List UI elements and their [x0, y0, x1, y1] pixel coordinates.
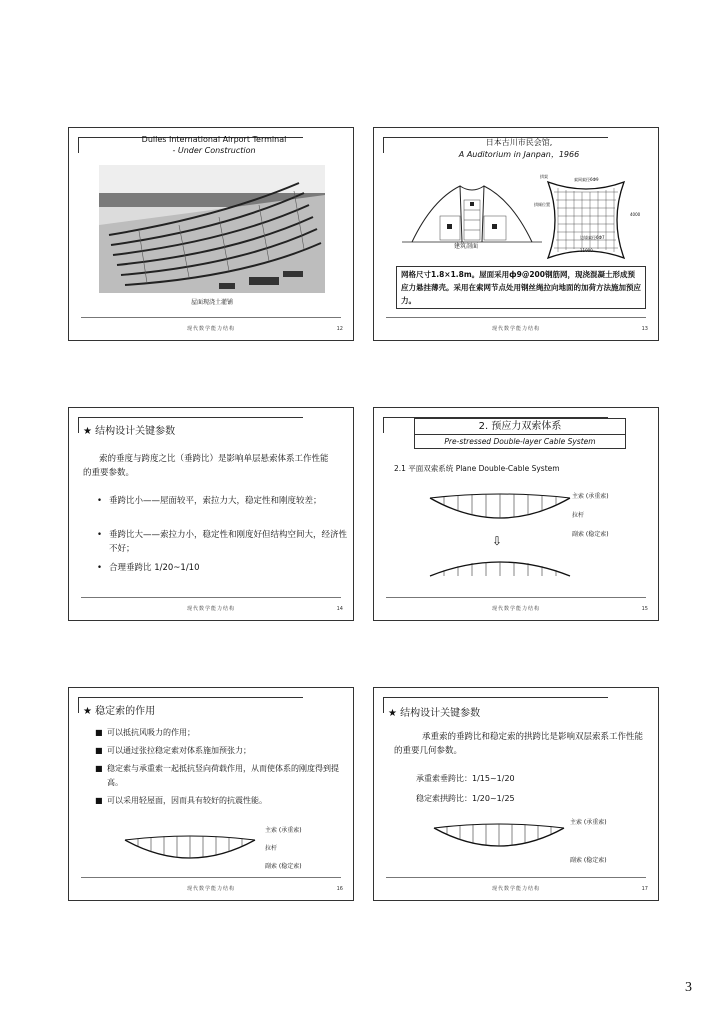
- title-box: [414, 418, 626, 449]
- bullet-item: • 垂跨比小——屋面较平，索拉力大，稳定性和刚度较差；: [97, 496, 322, 506]
- slide-title-line1: Dulles International Airport Terminal: [141, 135, 287, 144]
- bullet-item: ■ 可以抵抗风吸力的作用；: [95, 728, 195, 737]
- slide-footer: 现代数学能力结构: [186, 886, 235, 892]
- footer-divider: [81, 877, 341, 878]
- ratio-line-1: 承重索垂跨比：1/15~1/20: [416, 774, 515, 783]
- ratio-line-2: 稳定索拱跨比：1/20~1/25: [416, 794, 515, 803]
- slide-title-line2: - Under Construction: [172, 146, 256, 155]
- slide-footer: 现代数学能力结构: [491, 326, 540, 332]
- net-label-arch: 拱架: [540, 174, 548, 179]
- slide-footer: 现代数学能力结构: [491, 606, 540, 612]
- footer-divider: [81, 597, 341, 598]
- slide-corner: [78, 417, 79, 433]
- slide-corner: [383, 137, 384, 153]
- label-sub-cable: 副索 (稳定索): [265, 863, 302, 870]
- slide-footer: 现代数学能力结构: [186, 606, 235, 612]
- slide-title: ★ 结构设计关键参数: [83, 426, 176, 437]
- bullet-item: • 垂跨比大——索拉力小，稳定性和刚度好但结构空间大，经济性不好；: [97, 530, 348, 554]
- slide-15: [373, 407, 659, 621]
- slide-number: 12: [336, 326, 343, 332]
- slide-title: ★ 结构设计关键参数: [388, 708, 481, 719]
- net-label-height: 4000: [630, 212, 641, 217]
- photo-caption: 屋面现浇土灌铺: [190, 299, 233, 306]
- deformed-cable-diagram: [430, 556, 570, 586]
- down-arrow-icon: ⇩: [492, 534, 503, 548]
- bullet-item: ■ 稳定索与承重索一起抵抗竖向荷载作用，从而使体系的刚度得到提高。: [95, 764, 339, 787]
- net-label-position: 拱倾位置: [534, 202, 550, 207]
- slide-number: 17: [641, 886, 648, 892]
- net-label-edge: 边墙索径6Ф7: [580, 235, 605, 240]
- net-label-cable: 索网索径6Ф9: [574, 177, 599, 182]
- footer-divider: [386, 877, 646, 878]
- slide-number: 14: [336, 606, 343, 612]
- slide-13: [373, 127, 659, 341]
- label-sub-cable: 副索 (稳定索): [572, 531, 609, 538]
- slide-corner: [383, 697, 608, 698]
- double-cable-diagram: [430, 494, 570, 530]
- footer-divider: [386, 597, 646, 598]
- label-main-cable: 主索 (承重索): [570, 819, 607, 826]
- slide-corner: [78, 697, 303, 698]
- section-label: 建筑剖面: [454, 243, 479, 250]
- slide-title-line1: 日本古川市民会馆,: [485, 138, 553, 147]
- label-main-cable: 主索 (承重索): [572, 493, 609, 500]
- slide-paragraph: 承重索的垂跨比和稳定索的拱跨比是影响双层索系工作性能的重要几何参数。: [394, 732, 644, 756]
- slide-number: 13: [641, 326, 648, 332]
- label-sub-cable: 副索 (稳定索): [570, 857, 607, 864]
- slide-footer: 现代数学能力结构: [186, 326, 235, 332]
- slide-corner: [383, 417, 384, 433]
- slide-corner: [78, 417, 303, 418]
- slide-title: 2. 预应力双索体系: [415, 419, 625, 435]
- page-number: 3: [685, 980, 692, 995]
- slide-subtitle: Pre-stressed Double-layer Cable System: [444, 437, 596, 446]
- construction-photo: [99, 165, 325, 293]
- slide-12: [68, 127, 354, 341]
- slide-16: [68, 687, 354, 901]
- net-label-width: 11000: [580, 248, 593, 253]
- slide-title: ★ 稳定索的作用: [83, 706, 156, 717]
- slide-14: [68, 407, 354, 621]
- label-main-cable: 主索 (承重索): [265, 827, 302, 834]
- slide-17: [373, 687, 659, 901]
- bullet-item: ■ 可以采用轻屋面，因而具有较好的抗震性能。: [95, 796, 267, 805]
- slide-corner: [78, 137, 79, 153]
- slide-footer: 现代数学能力结构: [491, 886, 540, 892]
- footer-divider: [81, 317, 341, 318]
- slide-paragraph: 索的垂度与跨度之比（垂跨比）是影响单层悬索体系工作性能的重要参数。: [83, 454, 329, 478]
- slide-corner: [78, 697, 79, 713]
- slide-number: 16: [336, 886, 343, 892]
- footer-divider: [386, 317, 646, 318]
- description-box: 网格尺寸1.8×1.8m。屋面采用ф9@200钢筋网，现浇混凝土形成预应力悬挂薄壳。采用在索网节点处用钢丝绳拉向地面的加荷方法施加预应力。: [396, 266, 646, 309]
- double-cable-diagram: [434, 824, 564, 858]
- double-cable-diagram: [125, 836, 255, 870]
- sub-heading: 2.1 平面双索系统 Plane Double-Cable System: [394, 464, 560, 473]
- slide-corner: [383, 697, 384, 713]
- label-tie-rod: 拉杆: [572, 512, 585, 519]
- bullet-item: ■ 可以通过张拉稳定索对体系施加预张力；: [95, 746, 251, 755]
- slide-title-line2: A Auditorium in Janpan，1966: [458, 150, 580, 159]
- slide-number: 15: [641, 606, 648, 612]
- label-tie-rod: 拉杆: [265, 845, 278, 852]
- bullet-item: • 合理垂跨比 1/20~1/10: [97, 563, 200, 573]
